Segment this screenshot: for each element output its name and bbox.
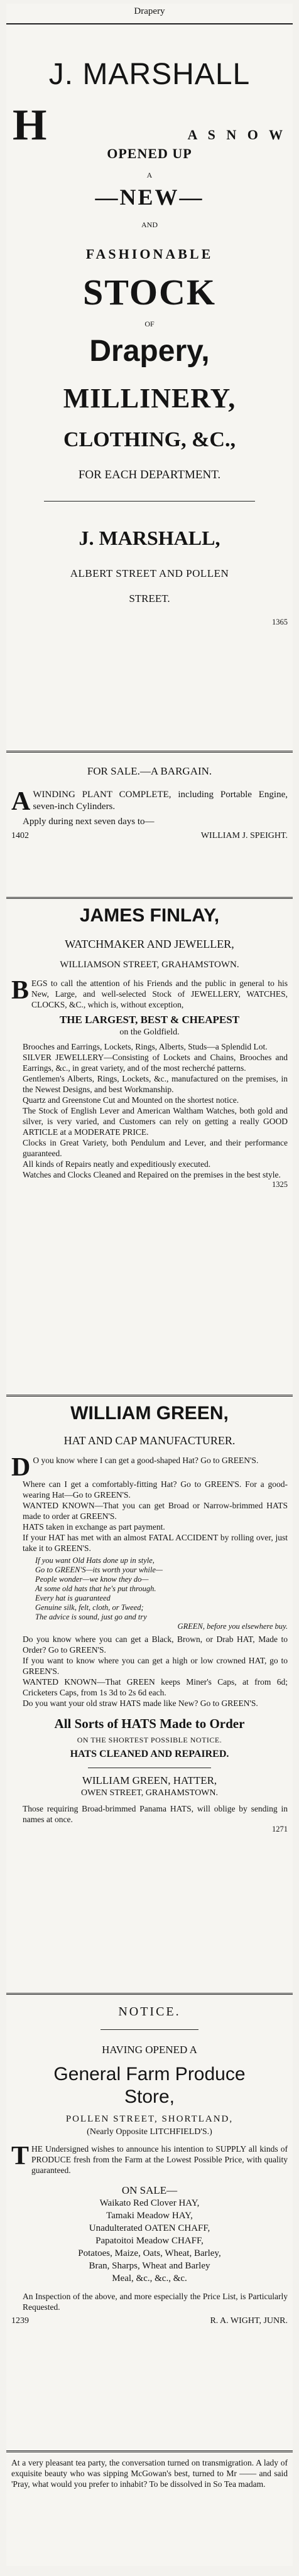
poem-line: At some old hats that he's put through.: [35, 1584, 156, 1593]
finlay-p6: Clocks in Great Variety, both Pendulum and Lever, and their performance guaranteed.: [23, 1138, 288, 1158]
ad-number: 1365: [272, 618, 288, 626]
section-divider: [6, 1395, 293, 1397]
clothing-text: CLOTHING, &C.,: [63, 428, 236, 451]
article-a: A: [146, 171, 153, 180]
section-divider: [6, 2450, 293, 2452]
finlay-p5: The Stock of English Lever and American Waltham Watches, both gold and silver, is very varied, and Customers can rely on getting a really GOOD ARTICLE at a MODERATE PRICE.: [23, 1106, 288, 1137]
green-signature-address: OWEN STREET, GRAHAMSTOWN.: [80, 1788, 219, 1798]
green-wanted-1: WANTED KNOWN—That you can get Broad or Narrow-brimmed HATS made to order at GREEN'S.: [23, 1501, 288, 1521]
divider: [101, 2029, 198, 2030]
green-advertisement: [6, 1403, 293, 1989]
finlay-p1: Brooches and Earrings, Lockets, Rings, Alberts, Studs—a Splendid Lot.: [23, 1042, 268, 1051]
for-sale-heading: FOR SALE.—A BARGAIN.: [87, 765, 212, 777]
finlay-p3: Gentlemen's Alberts, Rings, Lockets, &c., manufactured on the premises, in the Newest Designs, and best Workmanship.: [23, 1074, 288, 1094]
poem-line: If you want Old Hats done up in style,: [35, 1556, 155, 1565]
green-q5: Do you want your old straw HATS made like New? Go to GREEN'S.: [23, 1699, 258, 1708]
poem-line: The advice is sound, just go and try: [35, 1613, 147, 1621]
green-fatal: If your HAT has met with an almost FATAL ACCIDENT by rolling over, just take it to GREEN'S.: [23, 1533, 288, 1553]
signature-name: J. MARSHALL,: [79, 527, 220, 549]
finlay-largest: THE LARGEST, BEST & CHEAPEST: [59, 1014, 240, 1026]
for-sale-body: [11, 787, 288, 816]
for-sale-apply: Apply during next seven days to—: [23, 817, 155, 827]
section-divider: [6, 751, 293, 753]
section-divider: [6, 897, 293, 899]
green-exchange: HATS taken in exchange as part payment.: [23, 1522, 165, 1532]
wight-near: (Nearly Opposite LITCHFIELD'S.): [87, 2127, 212, 2137]
wight-advertisement: [6, 2005, 293, 2447]
divider: [44, 501, 255, 502]
wight-signature: R. A. WIGHT, JUNR.: [210, 2316, 288, 2326]
opened-up: OPENED UP: [107, 146, 192, 161]
finlay-p8: Watches and Clocks Cleaned and Repaired on the premises in the best style.: [23, 1170, 281, 1179]
category-heading: Drapery: [134, 6, 165, 16]
wight-body-text: HE Undersigned wishes to announce his intention to SUPPLY all kinds of PRODUCE fresh from the Farm at the Lowest Possible Price, with quality guaranteed.: [31, 2144, 288, 2175]
green-panama: Those requiring Broad-brimmed Panama HATS, will oblige by sending in names at once.: [23, 1804, 288, 1824]
stock-text: STOCK: [82, 272, 216, 313]
green-poem: [35, 1556, 288, 1631]
dropcap: D: [11, 1453, 31, 1482]
poem-line: People wonder—we know they do—: [35, 1575, 149, 1584]
for-sale-footer: [11, 831, 288, 841]
dropcap: T: [11, 2142, 30, 2171]
wight-on-sale: ON SALE—: [121, 2184, 178, 2196]
wight-notice: NOTICE.: [118, 2005, 181, 2019]
new-text: —NEW—: [95, 185, 204, 210]
finlay-intro-text: EGS to call the attention of his Friends and the public in general to his New, Large, and well-selected Stock of JEWELLERY, WATCHES, CLOCKS, &C., which is, without exception,: [31, 979, 288, 1009]
wight-inspection: An Inspection of the above, and more especially the Price List, is Particularly Requested.: [23, 2292, 288, 2312]
dropcap: H: [13, 101, 47, 149]
for-sale-signature: WILLIAM J. SPEIGHT.: [200, 831, 288, 840]
green-q3: Do you know where you can get a Black, Brown, or Drab HAT, Made to Order? Go to GREEN'S.: [23, 1634, 288, 1655]
green-signature: WILLIAM GREEN, HATTER,: [82, 1774, 217, 1786]
newspaper-page: [6, 4, 293, 2566]
divider: [6, 23, 293, 24]
poem-line: Go to GREEN'S—its worth your while—: [35, 1565, 163, 1574]
marshall-advertisement: [6, 4, 293, 747]
wight-item: Waikato Red Clover HAY,: [99, 2198, 200, 2208]
wight-item: Unadulterated OATEN CHAFF,: [89, 2223, 210, 2233]
for-sale-text: WINDING PLANT COMPLETE, including Portable Engine, seven-inch Cylinders.: [33, 790, 288, 812]
ad-number: 1402: [11, 831, 29, 840]
wight-item: Meal, &c., &c., &c.: [112, 2273, 187, 2284]
green-cleaned: HATS CLEANED AND REPAIRED.: [70, 1749, 229, 1759]
finlay-advertisement: [6, 905, 293, 1391]
green-order: All Sorts of HATS Made to Order: [54, 1716, 245, 1731]
green-q1: [11, 1453, 288, 1482]
green-wanted-2: WANTED KNOWN—That GREEN keeps Miner's Caps, at from 6d; Cricketers Caps, from 1s 3d to 2s 6d each.: [23, 1677, 288, 1697]
green-q4: If you want to know where you can get a high or low crowned HAT, go to GREEN'S.: [23, 1656, 288, 1676]
each-department: FOR EACH DEPARTMENT.: [78, 468, 221, 481]
finlay-name: JAMES FINLAY,: [79, 905, 220, 926]
ad-number: 1325: [272, 1180, 288, 1189]
signature-address: ALBERT STREET AND POLLEN: [70, 567, 229, 579]
wight-item: Papatoitoi Meadow CHAFF,: [95, 2236, 204, 2246]
poem-line: GREEN, before you elsewhere buy.: [177, 1622, 288, 1631]
ad-number: 1271: [272, 1825, 288, 1833]
advertiser-name: J. MARSHALL: [48, 58, 251, 91]
dropcap: B: [11, 976, 30, 1005]
finlay-p7: All kinds of Repairs neatly and expeditiously executed.: [23, 1159, 211, 1169]
footer-article: At a very pleasant tea party, the conversation turned on transmigration. A lady of exquisite beauty who was sipping McGowan's best, turned to Mr —— and said 'Pray, what would you prefer to inhabit? To be dissolved in So Tea madam.: [11, 2458, 288, 2489]
fashionable-text: FASHIONABLE: [85, 246, 214, 262]
wight-item: Bran, Sharps, Wheat and Barley: [89, 2261, 210, 2271]
finlay-trade: WATCHMAKER AND JEWELLER,: [65, 938, 234, 950]
poem-line: Genuine silk, felt, cloth, or Tweed;: [35, 1603, 144, 1612]
wight-street: POLLEN STREET, SHORTLAND,: [65, 2114, 234, 2124]
green-q1-text: O you know where I can get a good-shaped Hat? Go to GREEN'S.: [33, 1456, 259, 1465]
has-now-line: [13, 101, 286, 149]
wight-store-2: Store,: [124, 2086, 175, 2107]
has-now-text: A S N O W: [187, 127, 286, 142]
green-notice: ON THE SHORTEST POSSIBLE NOTICE.: [77, 1736, 222, 1744]
wight-body: [11, 2144, 288, 2176]
finlay-address: WILLIAMSON STREET, GRAHAMSTOWN.: [60, 960, 239, 970]
millinery-text: MILLINERY,: [63, 383, 236, 414]
poem-line: Every hat is guaranteed: [35, 1594, 111, 1602]
wight-store: General Farm Produce: [53, 2064, 246, 2085]
wight-item: Potatoes, Maize, Oats, Wheat, Barley,: [78, 2248, 221, 2258]
signature-address-2: STREET.: [129, 593, 170, 604]
wight-item: Tamaki Meadow HAY,: [106, 2211, 193, 2221]
drapery-text: Drapery,: [89, 335, 210, 368]
and-text: AND: [141, 220, 158, 229]
wight-footer: [11, 2316, 288, 2326]
dropcap: A: [11, 787, 31, 816]
green-trade: HAT AND CAP MANUFACTURER.: [63, 1434, 236, 1447]
of-text: OF: [144, 319, 155, 328]
green-name: WILLIAM GREEN,: [70, 1403, 229, 1424]
ad-number: 1239: [11, 2316, 29, 2326]
wight-having: HAVING OPENED A: [102, 2044, 197, 2056]
finlay-intro: [11, 978, 288, 1010]
green-q2: Where can I get a comfortably-fitting Hat? Go to GREEN'S. For a good-wearing Hat—Go to GREEN'S.: [23, 1479, 288, 1500]
finlay-goldfield: on the Goldfield.: [119, 1028, 180, 1037]
for-sale-advertisement: [6, 765, 293, 893]
finlay-p4: Quartz and Greenstone Cut and Mounted on the shortest notice.: [23, 1095, 239, 1105]
section-divider: [6, 1993, 293, 1995]
finlay-p2: SILVER JEWELLERY—Consisting of Lockets and Chains, Brooches and Earrings, &c., in great variety, and of the most recherché patterns.: [23, 1053, 288, 1073]
